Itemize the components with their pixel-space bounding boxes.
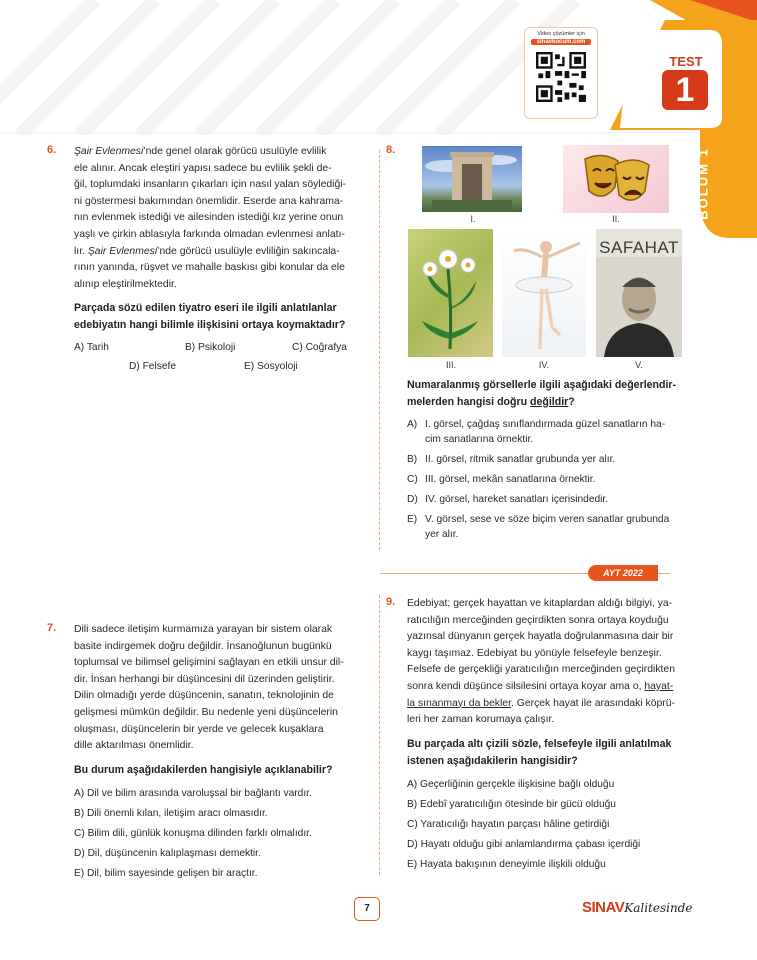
theatre-masks-image xyxy=(563,145,669,213)
q6-option-e[interactable]: E) Sosyoloji xyxy=(244,361,298,372)
page-number: 7 xyxy=(354,897,380,921)
monument-image xyxy=(422,146,522,212)
q9-option-a[interactable]: A) Geçerliğinin gerçekle ilişkisine bağlı olduğu xyxy=(407,779,615,790)
passage-line: ele alınır. Ancak eleştiri yapısı sadece bu evlilik şekli de- xyxy=(74,162,332,174)
question-number: 6. xyxy=(47,144,57,156)
section-label: BÖLÜM 1 xyxy=(695,147,711,220)
passage-line: Dilin olmadığı yerde düşüncenin, sanatın, teknolojinin de xyxy=(74,690,334,702)
q9-stem xyxy=(407,736,707,769)
passage-line: Edebiyat; gerçek hayattan ve kitaplardan aldığı bilgiyi, ya- xyxy=(407,598,673,609)
passage-line: ’nde görücü usulüyle evliliğin sakıncala- xyxy=(157,245,340,257)
q6-option-c[interactable]: C) Coğrafya xyxy=(292,342,347,353)
q7-passage xyxy=(74,622,359,755)
passage-line: rının yanında, rüşvet ve mahalle baskısı gibi konular da ele xyxy=(74,262,345,274)
q6-stem xyxy=(74,300,364,333)
passage-line: gelişmesi mümkün değildir. Bu nedenle yeni düşüncelerin xyxy=(74,706,338,718)
section-tab xyxy=(692,148,714,226)
passage-line: nın evlenmek istediği ve ailesinden istediği kız yerine onun xyxy=(74,212,344,224)
stem-line: edebiyatın hangi bilimle ilişkisini ortaya koymaktadır? xyxy=(74,318,346,331)
passage-line: kaygı taşımaz. Edebiyat bu yönüyle felsefeyle benzeşir. xyxy=(407,647,662,659)
theatre-mask-icon xyxy=(563,145,669,213)
q7-option-e[interactable]: E) Dil, bilim sayesinde gelişen bir araçtır. xyxy=(74,868,258,879)
q9-options xyxy=(407,777,707,872)
option-letter: A) xyxy=(407,419,418,430)
q7-option-c[interactable]: C) Bilim dili, günlük konuşma dilinden farklı olmalıdır. xyxy=(74,828,312,839)
q8-option-e[interactable] xyxy=(407,512,707,542)
q8-stem xyxy=(407,377,707,410)
passage-line: alınıp eleştirilmektedir. xyxy=(74,278,177,290)
passage-line: ni göstermesi bakımından önemlidir. Eserde ana kahrama- xyxy=(74,195,344,207)
q7-options xyxy=(74,786,364,881)
passage-line: toplumsal ve bilimsel gelişimini sağlayan en etkili unsur dil- xyxy=(74,657,344,669)
flower-icon xyxy=(408,229,493,357)
passage-line: sonra kendi düşünce silsilesini ortaya koyar ama o, xyxy=(407,680,645,692)
passage-line: lır. xyxy=(74,245,88,257)
qr-code-icon[interactable] xyxy=(536,52,586,102)
question-number: 9. xyxy=(386,596,396,608)
option-letter: C) xyxy=(407,474,418,485)
passage-line: dille aktarılması önemlidir. xyxy=(74,740,194,752)
ballerina-icon xyxy=(502,229,586,357)
option-text: IV. görsel, hareket sanatları içerisindedir. xyxy=(425,494,609,505)
option-text: II. görsel, ritmik sanatlar grubunda yer alır. xyxy=(425,454,616,465)
stem-line: Numaralanmış görsellerle ilgili aşağıdaki değerlendir- xyxy=(407,379,677,391)
option-letter: B) xyxy=(407,454,418,465)
caption: II. xyxy=(612,214,620,224)
passage-line: ğil, toplumdaki insanların çıkarları için nasıl yalan söylediği- xyxy=(74,179,347,191)
work-title: Şair Evlenmesi xyxy=(87,245,158,257)
question-number: 8. xyxy=(386,144,396,156)
qr-caption: Video çözümler için xyxy=(537,31,585,37)
column-divider xyxy=(379,150,380,550)
passage-line: yazınsal dünyanın gerçek hayatla doğrulanmasına dair bir xyxy=(407,631,674,643)
stem-line: istenen aşağıdakilerin hangisidir? xyxy=(407,754,578,767)
passage-line: Dili sadece iletişim kurmamıza yarayan bir sistem olarak xyxy=(74,624,333,635)
safahat-book-image xyxy=(596,229,682,357)
q7-stem: Bu durum aşağıdakilerden hangisiyle açıklanabilir? xyxy=(74,764,333,776)
stem-line: Parçada sözü edilen tiyatro eseri ile ilgili anlatılanlar xyxy=(74,302,337,314)
stem-punct: ? xyxy=(568,395,575,408)
caption: III. xyxy=(445,360,456,370)
passage-line: ratıcılığın merceğinden geçirdikten sonra ortaya koyduğu xyxy=(407,614,669,626)
option-text: III. görsel, mekân sanatlarına örnektir. xyxy=(425,474,596,485)
passage-line: ’nde genel olarak görücü usulüyle evlilik xyxy=(143,146,327,157)
stem-line: Bu parçada altı çizili sözle, felsefeyle ilgili anlatılmak xyxy=(407,738,672,750)
option-text: I. görsel, çağdaş sınıflandırmada güzel sanatların ha- xyxy=(425,419,666,430)
q8-option-a[interactable] xyxy=(407,417,707,447)
passage-line: yaşlı ve çirkin ablasıyla farkında olmadan evlenmesi anlatı- xyxy=(74,228,345,240)
caption: I. xyxy=(470,214,476,224)
underlined-word: değildir xyxy=(530,395,569,408)
brand-script: Kalitesinde xyxy=(624,901,693,915)
passage-line: . Gerçek hayat ile arasındaki köprü- xyxy=(510,697,675,709)
passage-line: basite indirgemek doğru değildir. İnsanoğlunun bugünkü xyxy=(74,640,332,652)
q9-option-d[interactable]: D) Hayatı olduğu gibi anlamlandırma çabası içerdiği xyxy=(407,839,641,850)
underlined-phrase: hayat- xyxy=(644,680,674,692)
test-label: TEST xyxy=(669,54,703,69)
monument-icon xyxy=(422,146,522,212)
column-divider-lower xyxy=(379,595,380,875)
passage-line: dir. İnsan herhangi bir düşüncesini dil üzerinden geliştirir. xyxy=(74,673,335,685)
q9-passage xyxy=(407,596,707,729)
q8-option-b[interactable] xyxy=(407,452,707,467)
question-number: 7. xyxy=(47,622,57,634)
q6-passage xyxy=(74,144,359,293)
option-text: yer alır. xyxy=(425,529,459,540)
q6-option-d[interactable]: D) Felsefe xyxy=(129,361,176,372)
test-number: 1 xyxy=(662,70,708,110)
q8-option-d[interactable] xyxy=(407,492,707,507)
q9-option-e[interactable]: E) Hayata bakışının deneyimle ilişkili olduğu xyxy=(407,859,606,870)
flower-painting-image xyxy=(408,229,493,357)
q6-option-a[interactable]: A) Tarih xyxy=(74,342,109,353)
qr-box xyxy=(524,27,598,119)
q8-options xyxy=(407,417,707,542)
passage-line: Felsefe de gerçekliği yaratıcılığın merceğinden geçirdikten xyxy=(407,664,675,676)
ballerina-image xyxy=(502,229,586,357)
exam-badge: AYT 2022 xyxy=(588,565,658,581)
q7-option-d[interactable]: D) Dil, düşüncenin kalıplaşması demektir. xyxy=(74,848,261,859)
q8-option-c[interactable] xyxy=(407,472,707,487)
underlined-phrase: la sınanmayı da bekler xyxy=(407,697,511,709)
caption: V. xyxy=(635,360,643,370)
qr-url: sinavkocum.com xyxy=(531,39,591,45)
passage-line: oluşması, düşüncelerin bir yerde ve gelecek kuşaklara xyxy=(74,723,324,735)
q9-option-b[interactable]: B) Edebî yaratıcılığın ötesinde bir gücü olduğu xyxy=(407,799,616,810)
publisher-logo xyxy=(582,899,692,917)
q7-option-b[interactable]: B) Dili önemli kılan, iletişim aracı olmasıdır. xyxy=(74,808,268,819)
book-title: SAFAHAT xyxy=(599,238,679,257)
stem-line: melerden hangisi doğru xyxy=(407,395,531,408)
caption: IV. xyxy=(538,360,550,370)
option-letter: E) xyxy=(407,514,418,525)
q6-option-b[interactable]: B) Psikoloji xyxy=(185,342,236,353)
option-text: V. görsel, sese ve söze biçim veren sanatlar grubunda xyxy=(425,514,670,525)
option-letter: D) xyxy=(407,494,418,505)
work-title: Şair Evlenmesi xyxy=(74,146,144,157)
q7-option-a[interactable]: A) Dil ve bilim arasında varoluşsal bir bağlantı vardır. xyxy=(74,788,312,799)
passage-line: leri her zaman korumaya çalışır. xyxy=(407,714,555,726)
brand-main: SINAV xyxy=(582,899,625,916)
portrait-icon xyxy=(596,257,682,357)
option-text: cim sanatlarına örnektir. xyxy=(425,434,534,445)
q9-option-c[interactable]: C) Yaratıcılığı hayatın parçası hâline getirdiği xyxy=(407,819,610,830)
